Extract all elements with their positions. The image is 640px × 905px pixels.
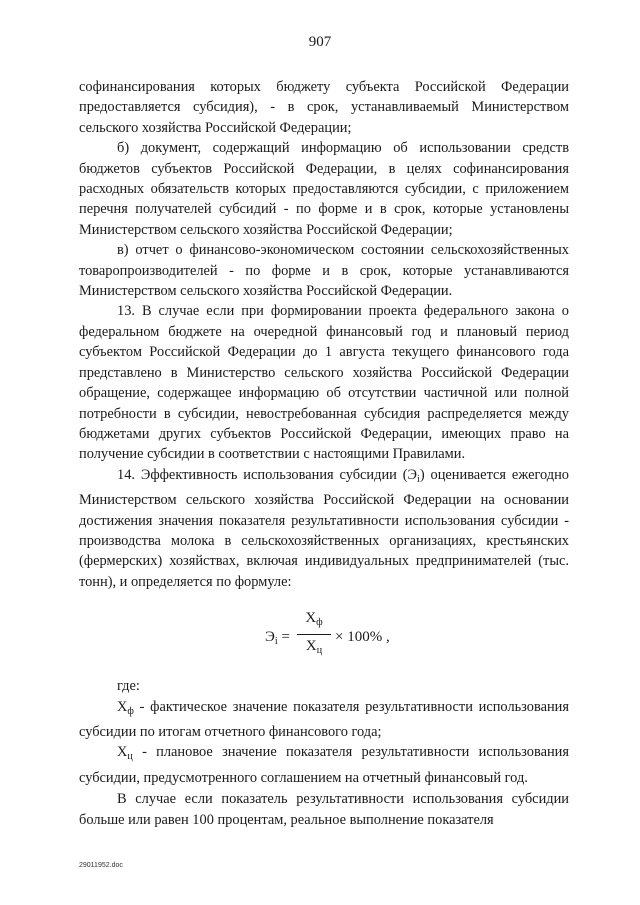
paragraph-v: в) отчет о финансово-экономическом состоянии сельскохозяйственных товаропроизводителей - по форме и в срок, которые устанавливаются Министерством сельского хозяйства Российской Федерации. (79, 242, 569, 300)
formula-fraction (297, 608, 331, 661)
paragraph-continuation: софинансирования которых бюджету субъекта Российской Федерации предоставляется субсидия), - в срок, устанавливаемый Министерством сельского хозяйства Российской Федерации; (79, 79, 569, 136)
paragraph-14-sub: i (417, 473, 420, 485)
formula-lhs: $Э_i$ = (265, 629, 290, 648)
definition-x-fact: $Х_ф$ - фактическое значение показателя результативности использования субсидии по итогам отчетного финансового года; (79, 698, 569, 740)
paragraph-last: В случае если показатель результативности использования субсидии больше или равен 100 процентам, реальное выполнение показателя (79, 791, 569, 828)
paragraph-14-end: ) оценивается ежегодно Министерством сельского хозяйства Российской Федерации на основании достижения значения показателя результативности использования субсидии - производства молока в сельскохозяйственных организациях, крестьянских (фермерских) хозяйствах, включая индивидуальных предпринимателей (тыс. тонн), и определяется по формуле: (79, 466, 569, 590)
document-body (79, 77, 569, 830)
efficiency-formula (79, 600, 569, 672)
formula-rhs: × 100% , (335, 629, 390, 646)
footer-filename: 29011952.doc (79, 862, 123, 869)
formula-denominator: $Х_ц$ (305, 638, 323, 657)
paragraph-14-start: 14. Эффективность использования субсидии (Э (117, 466, 418, 483)
paragraph-13: 13. В случае если при формировании проекта федерального закона о федеральном бюджете на очередной финансовый год и плановый период субъектом Российской Федерации до 1 августа текущего финансового года представлено в Министерство сельского хозяйства Российской Федерации обращение, содержащее информацию об отсутствии частичной или полной потребности в субсидии, невостребованная субсидия распределяется между бюджетами других субъектов Российской Федерации, имеющих право на получение субсидии в соответствии с настоящими Правилами. (79, 303, 569, 463)
definition-x-plan: $Х_ц$ - плановое значение показателя результативности использования субсидии, предусмотренного соглашением на отчетный финансовый год. (79, 744, 569, 786)
where-label: где: (117, 678, 140, 695)
page-number: 907 (308, 34, 332, 50)
formula-numerator: $Х_ф$ (305, 610, 323, 629)
paragraph-b: б) документ, содержащий информацию об использовании средств бюджетов субъектов Российской Федерации, в целях софинансирования расходных обязательств которых предоставляются субсидии, с приложением перечня получателей субсидий - по форме и в срок, которые установлены Министерством сельского хозяйства Российской Федерации; (79, 140, 569, 238)
fraction-bar (297, 634, 331, 635)
paragraph-14 (79, 465, 569, 592)
